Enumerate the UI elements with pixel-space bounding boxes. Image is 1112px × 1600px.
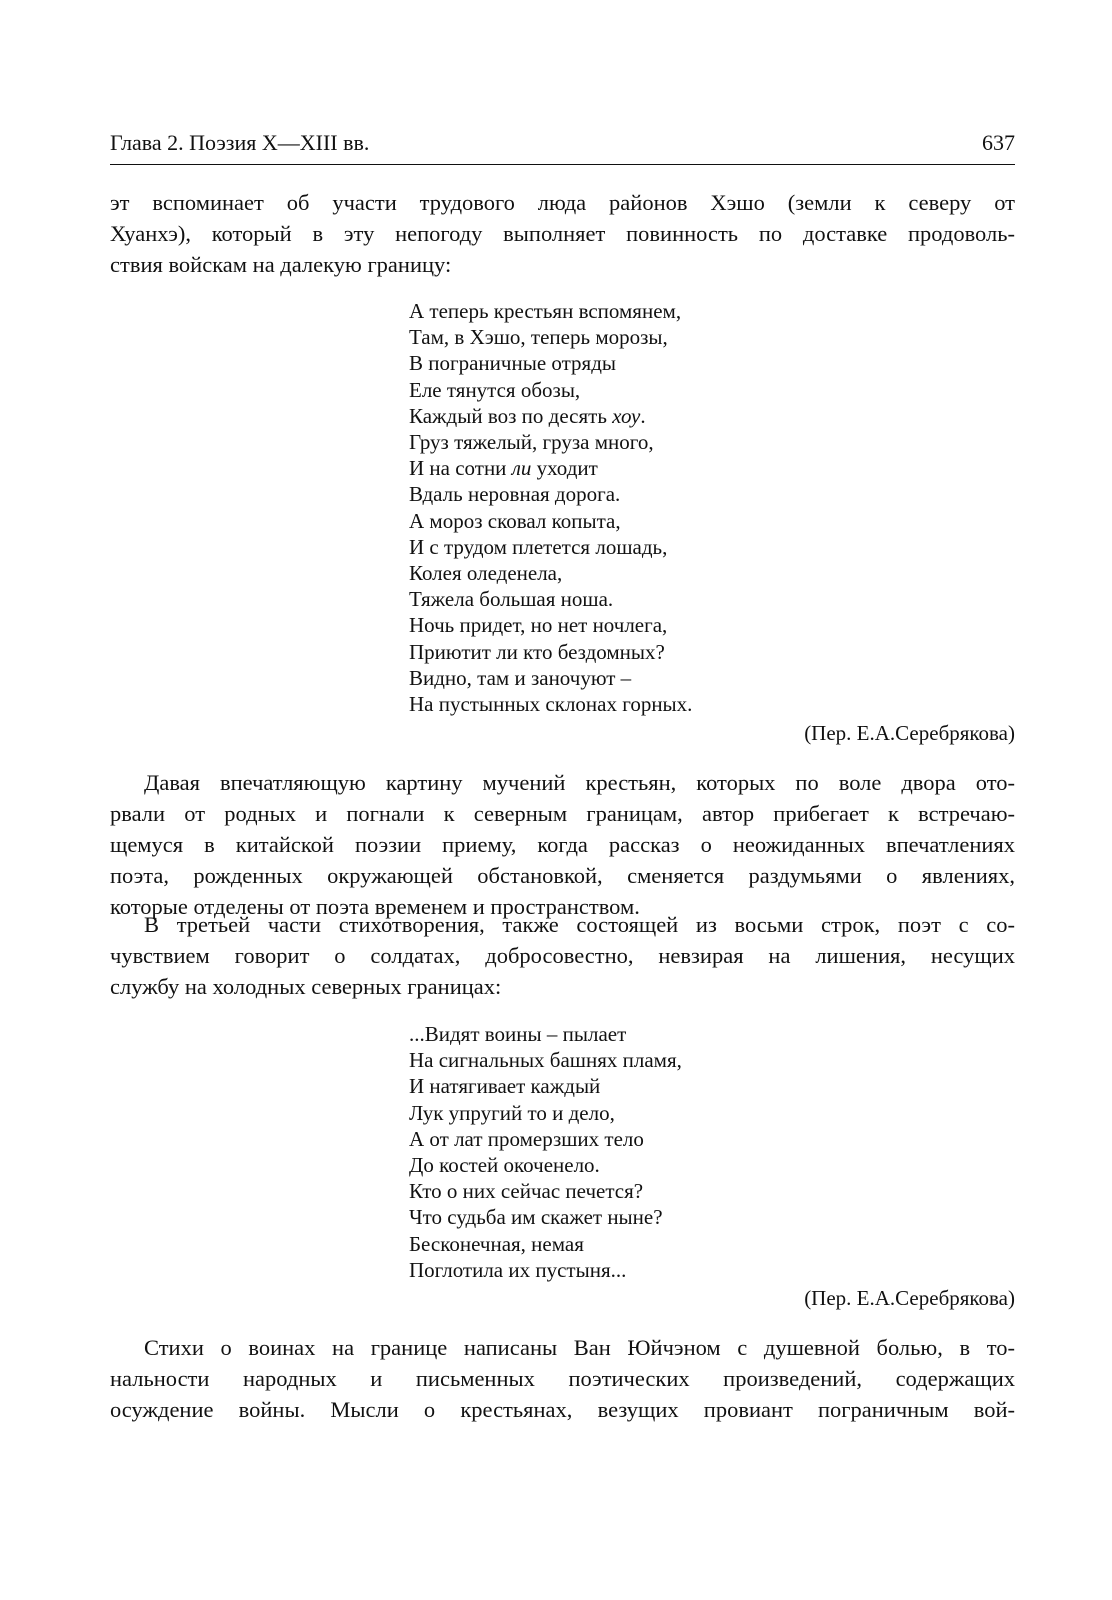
translation-credit: (Пер. Е.А.Серебрякова) xyxy=(804,721,1015,745)
poem-line: Груз тяжелый, груза много, xyxy=(409,430,654,455)
paragraph xyxy=(110,1332,1015,1425)
poem-line xyxy=(409,403,692,429)
poem-line-text: уходит xyxy=(531,456,598,481)
poem-line: Кто о них сейчас печется? xyxy=(409,1179,644,1204)
text-line: Хуанхэ), который в эту непогоду выполняет повинность по доставке продоволь- xyxy=(110,221,1015,246)
poem-italic-term: хоу xyxy=(612,403,641,428)
poem-line: Бесконечная, немая xyxy=(409,1231,584,1256)
poem-one xyxy=(409,298,692,717)
text-line: нальности народных и письменных поэтических произведений, содержащих xyxy=(110,1366,1015,1391)
poem-line: На сигнальных башнях пламя, xyxy=(409,1048,682,1073)
page-number: 637 xyxy=(982,130,1015,155)
poem-two xyxy=(409,1021,682,1283)
text-line: поэта, рожденных окружающей обстановкой, сменяется раздумьями о явлениях, xyxy=(110,863,1015,888)
chapter-title: Глава 2. Поэзия X—XIII вв. xyxy=(110,130,370,155)
poem-line: Вдаль неровная дорога. xyxy=(409,482,621,507)
paragraph xyxy=(110,767,1015,922)
poem-line: Ночь придет, но нет ночлега, xyxy=(409,613,668,638)
text-line: Давая впечатляющую картину мучений крестьян, которых по воле двора ото- xyxy=(144,770,1015,795)
paragraph xyxy=(110,909,1015,1002)
text-line: ствия войскам на далекую границу: xyxy=(110,252,452,277)
text-line: эт вспоминает об участи трудового люда районов Хэшо (земли к северу от xyxy=(110,190,1015,215)
poem-line: На пустынных склонах горных. xyxy=(409,692,693,717)
poem-line-text: . xyxy=(640,403,646,428)
text-line: В третьей части стихотворения, также состоящей из восьми строк, поэт с со- xyxy=(144,912,1015,937)
poem-line: В пограничные отряды xyxy=(409,351,616,376)
book-page xyxy=(110,0,1015,1600)
poem-line: Лук упругий то и дело, xyxy=(409,1100,615,1125)
poem-line: Приютит ли кто бездомных? xyxy=(409,639,665,664)
text-line: щемуся в китайской поэзии приему, когда рассказ о неожиданных впечатлениях xyxy=(110,832,1015,857)
poem-line: А теперь крестьян вспомянем, xyxy=(409,299,682,323)
poem-line xyxy=(409,455,692,481)
poem-line: Видно, там и заночуют – xyxy=(409,665,632,690)
poem-line: А мороз сковал копыта, xyxy=(409,508,621,533)
intro-paragraph xyxy=(110,187,1015,280)
poem-line: Что судьба им скажет ныне? xyxy=(409,1205,663,1230)
poem-line: До костей окоченело. xyxy=(409,1153,600,1178)
text-line: осуждение войны. Мысли о крестьянах, везущих провиант пограничным вой- xyxy=(110,1397,1015,1422)
header-rule xyxy=(110,164,1015,165)
text-line: службу на холодных северных границах: xyxy=(110,974,502,999)
text-line: чувствием говорит о солдатах, добросовестно, невзирая на лишения, несущих xyxy=(110,943,1015,968)
translation-credit: (Пер. Е.А.Серебрякова) xyxy=(804,1286,1015,1310)
poem-line: ...Видят воины – пылает xyxy=(409,1022,627,1046)
running-header xyxy=(110,128,1015,162)
poem-line: Поглотила их пустыня... xyxy=(409,1257,627,1282)
text-line: Стихи о воинах на границе написаны Ван Юйчэном с душевной болью, в то- xyxy=(144,1335,1015,1360)
poem-line-text: И на сотни xyxy=(409,456,512,481)
text-line: рвали от родных и погнали к северным границам, автор прибегает к встречаю- xyxy=(110,801,1015,826)
text-line: которые отделены от поэта временем и пространством. xyxy=(110,894,640,919)
poem-line: Там, в Хэшо, теперь морозы, xyxy=(409,325,668,350)
poem-line-text: Каждый воз по десять xyxy=(409,403,613,428)
poem-italic-term: ли xyxy=(511,456,532,481)
poem-line: А от лат промерзших тело xyxy=(409,1126,644,1151)
poem-line: Еле тянутся обозы, xyxy=(409,377,581,402)
poem-line: И с трудом плетется лошадь, xyxy=(409,534,668,559)
poem-line: Тяжела большая ноша. xyxy=(409,587,614,612)
poem-line: Колея оледенела, xyxy=(409,561,563,586)
poem-line: И натягивает каждый xyxy=(409,1074,601,1099)
